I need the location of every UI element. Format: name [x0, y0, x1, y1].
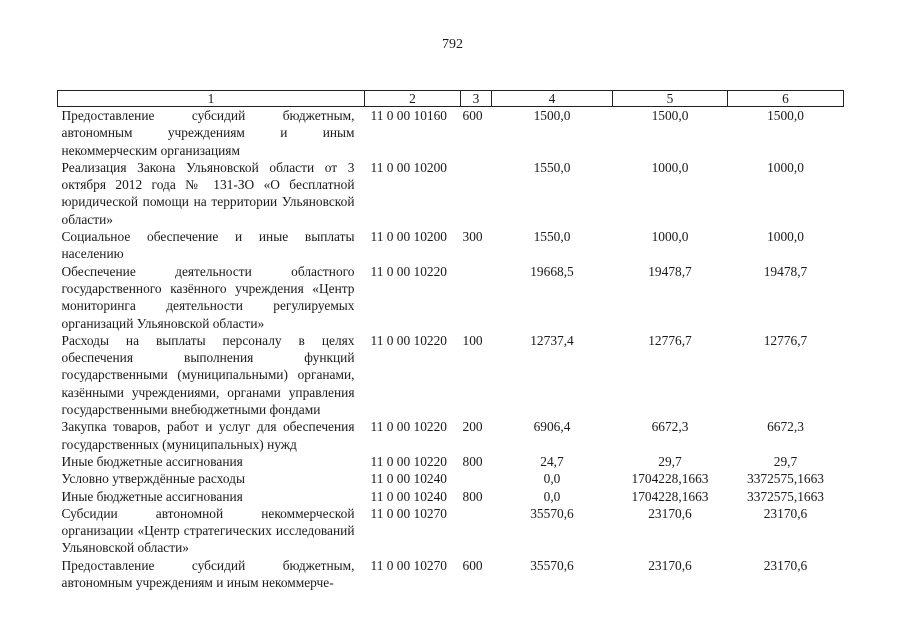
- row-code: 11 0 00 10220: [370, 453, 447, 469]
- row-value-4: 6906,4: [533, 419, 571, 435]
- row-code: 11 0 00 10200: [370, 159, 447, 175]
- row-type: 300: [462, 229, 483, 245]
- page-number: 792: [442, 37, 463, 52]
- row-name: Предоставление субсидий бюджетным, автономным учреждениям и иным некоммерческим организациям: [61, 108, 355, 158]
- row-value-4: 1550,0: [533, 159, 571, 175]
- row-type: 600: [462, 108, 483, 123]
- row-value-4: 1500,0: [533, 108, 571, 123]
- row-value-5: 29,7: [658, 453, 682, 469]
- row-value-5: 23170,6: [648, 557, 692, 573]
- row-value-5: 23170,6: [648, 505, 692, 521]
- table-row: [58, 418, 844, 453]
- row-value-4: 19668,5: [530, 263, 574, 279]
- table-row: [58, 107, 844, 159]
- row-name: Условно утверждённые расходы: [61, 471, 245, 487]
- row-name: Социальное обеспечение и иные выплаты населению: [61, 229, 355, 262]
- row-value-5: 1704228,1663: [631, 471, 709, 487]
- row-value-5: 1500,0: [651, 108, 689, 123]
- header-row: [58, 91, 844, 107]
- row-value-6: 1000,0: [767, 229, 804, 245]
- table-row: [58, 332, 844, 418]
- row-value-5: 1704228,1663: [631, 488, 709, 504]
- row-name: Реализация Закона Ульяновской области от 3 октября 2012 года № 131-ЗО «О бесплатной юридической помощи на территории Ульяновской области»: [61, 159, 355, 227]
- table-header: [58, 91, 844, 107]
- row-code: 11 0 00 10240: [370, 488, 447, 504]
- row-value-6: 1000,0: [767, 159, 804, 175]
- row-value-4: 24,7: [540, 453, 564, 469]
- row-value-6: 29,7: [773, 453, 798, 469]
- row-name: Предоставление субсидий бюджетным, автономным учреждениям и иным некоммерче-: [61, 557, 355, 591]
- table-row: [58, 453, 844, 470]
- row-code: 11 0 00 10240: [370, 471, 447, 487]
- row-value-6: 19478,7: [763, 263, 808, 279]
- row-type: 800: [462, 488, 483, 504]
- row-value-4: 0,0: [543, 488, 561, 504]
- row-value-5: 1000,0: [651, 159, 689, 175]
- row-value-4: 35570,6: [530, 557, 574, 573]
- row-name: Закупка товаров, работ и услуг для обеспечения государственных (муниципальных) нужд: [61, 419, 355, 452]
- row-code: 11 0 00 10160: [370, 108, 447, 123]
- row-value-5: 12776,7: [648, 332, 692, 348]
- header-col-1: 1: [58, 91, 365, 107]
- row-name: Субсидии автономной некоммерческой организации «Центр стратегических исследований Ульяновской области»: [61, 505, 355, 556]
- row-type: 100: [462, 332, 483, 348]
- budget-table: [57, 90, 844, 591]
- row-type: [461, 470, 492, 487]
- row-value-6: 23170,6: [763, 505, 808, 521]
- header-col-3: 3: [461, 91, 492, 107]
- row-type: 800: [462, 453, 483, 469]
- row-code: 11 0 00 10270: [370, 505, 447, 521]
- header-col-5: 5: [613, 91, 728, 107]
- row-value-6: 1500,0: [767, 108, 804, 123]
- table-row: [58, 488, 844, 505]
- row-code: 11 0 00 10270: [370, 557, 447, 573]
- header-col-4: 4: [492, 91, 613, 107]
- row-value-6: 23170,6: [763, 557, 808, 573]
- row-value-6: 12776,7: [763, 332, 808, 348]
- table-row: [58, 263, 844, 332]
- row-type: 200: [462, 419, 483, 435]
- row-value-4: 12737,4: [530, 332, 574, 348]
- row-code: 11 0 00 10220: [370, 332, 447, 348]
- row-name: Иные бюджетные ассигнования: [61, 488, 243, 504]
- header-col-2: 2: [365, 91, 461, 107]
- table-body: [58, 107, 844, 592]
- row-value-4: 35570,6: [530, 505, 574, 521]
- row-value-4: 0,0: [543, 471, 561, 487]
- row-type: [461, 263, 492, 332]
- row-name: Иные бюджетные ассигнования: [61, 453, 243, 469]
- row-type: 600: [462, 557, 483, 573]
- table-row: [58, 228, 844, 263]
- table-row: [58, 159, 844, 228]
- row-code: 11 0 00 10220: [370, 263, 447, 279]
- row-code: 11 0 00 10220: [370, 419, 447, 435]
- row-value-6: 3372575,1663: [747, 471, 824, 487]
- row-value-4: 1550,0: [533, 229, 571, 245]
- row-value-6: 6672,3: [767, 419, 804, 435]
- table-row: [58, 557, 844, 592]
- row-name: Обеспечение деятельности областного государственного казённого учреждения «Центр мониторинга деятельности регулируемых организаций Ульяновской области»: [61, 263, 355, 331]
- row-type: [461, 159, 492, 228]
- row-value-5: 19478,7: [648, 263, 692, 279]
- row-value-6: 3372575,1663: [747, 488, 824, 504]
- header-col-6: 6: [728, 91, 844, 107]
- row-value-5: 6672,3: [651, 419, 689, 435]
- row-value-5: 1000,0: [651, 229, 689, 245]
- row-type: [461, 505, 492, 557]
- row-code: 11 0 00 10200: [370, 229, 447, 245]
- row-name: Расходы на выплаты персоналу в целях обеспечения выполнения функций государственными (муниципальными) органами, казёнными учреждениями, органами управления государственными внебюджетными фондами: [61, 332, 355, 418]
- table-row: [58, 470, 844, 487]
- table-row: [58, 505, 844, 557]
